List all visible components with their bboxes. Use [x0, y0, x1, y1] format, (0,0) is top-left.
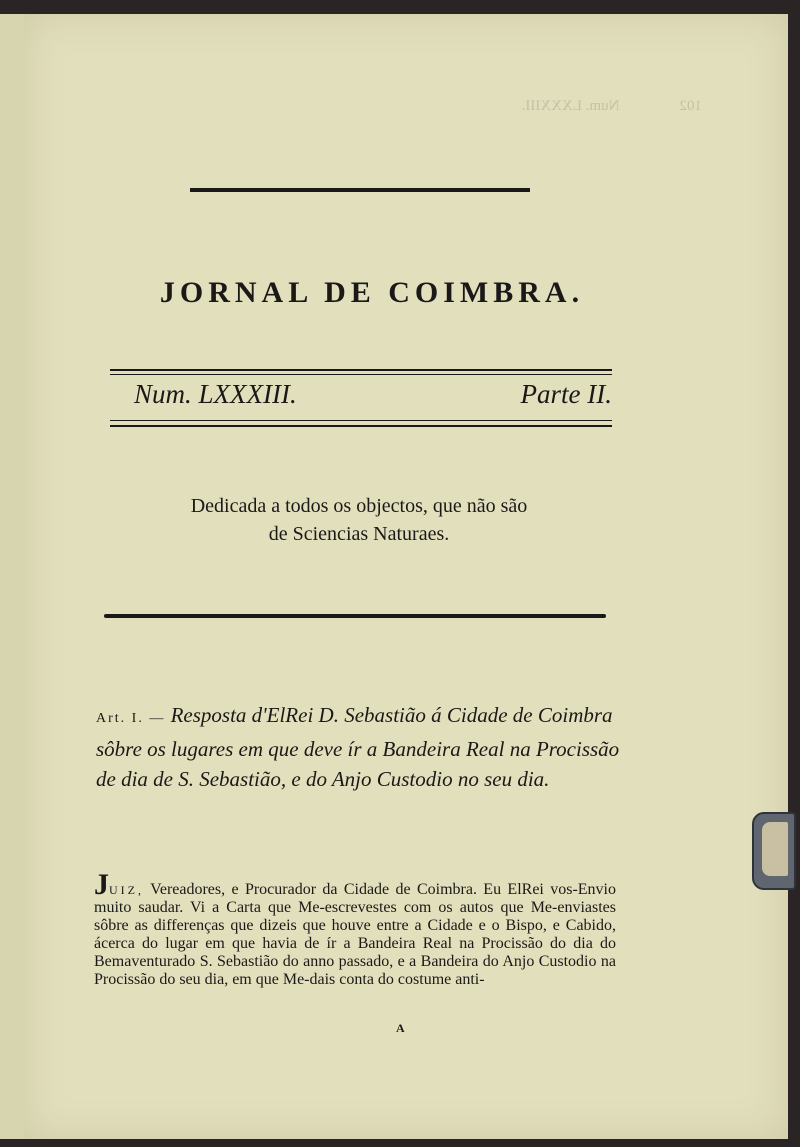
issue-line: [134, 379, 612, 410]
signature-mark: A: [396, 1021, 405, 1035]
article-body-text: Vereadores, e Procurador da Cidade de Coimbra. Eu ElRei vos-Envio muito saudar. Vi a Carta que Me-escrevestes com os autos que Me-enviastes sôbre as differenças que dizeis que houve entre a Cidade e o Bispo, e Cabido, ácerca do lugar em que havia de ír a Bandeira Real na Procissão do dia do Bemaventurado S. Sebastião do anno passado, e a Bandeira do Anjo Custodio na Procissão do seu dia, em que Me-dais conta do costume anti-: [94, 881, 616, 988]
dedication-line-2: de Sciencias Naturaes.: [268, 523, 450, 545]
top-ornamental-rule: [190, 188, 530, 192]
dedication-line-1: Dedicada a todos os objectos, que não são: [190, 495, 528, 517]
bleed-through-text-top: 102 Num. LXXXIII.: [521, 98, 702, 114]
article-title: [96, 700, 626, 794]
drop-cap: J: [94, 868, 109, 901]
adjacent-page-edge: [0, 14, 25, 1139]
initial-word-rest: UIZ,: [109, 883, 144, 897]
issue-part: Parte II.: [520, 379, 612, 409]
issue-rule-bottom-thick: [110, 425, 612, 427]
article-label: Art. I. —: [96, 711, 166, 726]
section-separator-rule: [104, 614, 606, 618]
issue-number: Num. LXXXIII.: [134, 379, 297, 409]
bookmark-tab-paper: [762, 822, 788, 876]
issue-rule-top-thin: [110, 374, 612, 375]
dedication-text: [124, 492, 594, 548]
journal-title: JORNAL DE COIMBRA.: [159, 276, 585, 309]
journal-page: [24, 14, 788, 1139]
issue-rule-bottom: [110, 420, 612, 421]
article-body: [94, 868, 616, 989]
article-heading: Resposta d'ElRei D. Sebastião á Cidade de Coimbra sôbre os lugares em que deve ír a Bandeira Real na Procissão de dia de S. Sebastião, e do Anjo Custodio no seu dia.: [96, 703, 620, 791]
issue-rule-top: [110, 369, 612, 371]
